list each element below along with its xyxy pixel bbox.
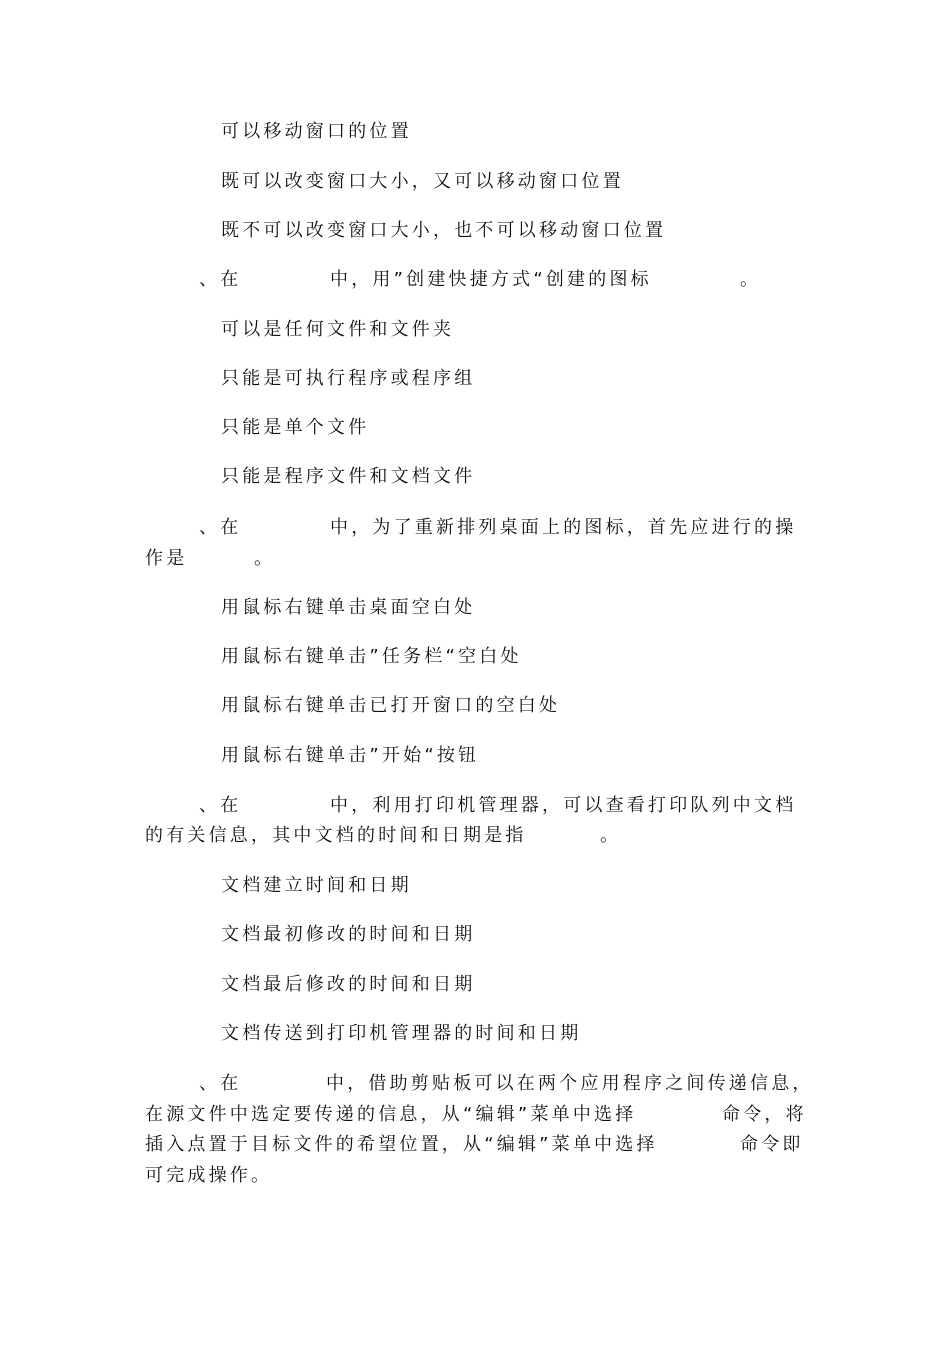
option-text: 文档最后修改的时间和日期 bbox=[221, 974, 476, 995]
question-line-start: 在源文件中选定要传递的信息，从“编辑”菜单中选择 bbox=[145, 1104, 637, 1125]
option-text: 用鼠标右键单击已打开窗口的空白处 bbox=[221, 695, 561, 716]
question-line-start: 作是 bbox=[145, 548, 188, 569]
option-text: 用鼠标右键单击”开始“按钮 bbox=[221, 745, 480, 766]
option-text: 既可以改变窗口大小，又可以移动窗口位置 bbox=[221, 171, 624, 192]
question-printer bbox=[0, 795, 950, 817]
question-clipboard-line3 bbox=[0, 1134, 950, 1156]
question-printer-line2 bbox=[0, 825, 950, 847]
question-clipboard-line2 bbox=[0, 1104, 950, 1126]
option-text: 既不可以改变窗口大小，也不可以移动窗口位置 bbox=[221, 220, 667, 241]
option-text: 只能是程序文件和文档文件 bbox=[221, 466, 476, 487]
question-arrange-line2 bbox=[0, 548, 950, 570]
question-line-start: 的有关信息，其中文档的时间和日期是指 bbox=[145, 825, 527, 846]
option-text: 可以是任何文件和文件夹 bbox=[221, 319, 455, 340]
option-text: 文档最初修改的时间和日期 bbox=[221, 924, 476, 945]
question-stem: 中，借助剪贴板可以在两个应用程序之间传递信息， bbox=[326, 1073, 814, 1094]
question-lead: 、在 bbox=[199, 269, 242, 290]
question-stem: 中，用”创建快捷方式“创建的图标 bbox=[330, 269, 652, 290]
question-stem: 中，为了重新排列桌面上的图标，首先应进行的操 bbox=[330, 517, 797, 538]
question-end: 。 bbox=[600, 825, 622, 846]
option-text: 可以移动窗口的位置 bbox=[221, 121, 412, 142]
question-end: 。 bbox=[254, 548, 276, 569]
question-lead: 、在 bbox=[199, 1073, 242, 1094]
question-line-start: 插入点置于目标文件的希望位置，从“编辑”菜单中选择 bbox=[145, 1134, 658, 1155]
option-text: 文档传送到打印机管理器的时间和日期 bbox=[221, 1023, 582, 1044]
question-shortcut bbox=[0, 269, 950, 291]
option-text: 用鼠标右键单击”任务栏“空白处 bbox=[221, 646, 522, 667]
question-clipboard bbox=[0, 1073, 950, 1095]
option-text: 只能是单个文件 bbox=[221, 417, 370, 438]
question-clipboard-line4: 可完成操作。 bbox=[145, 1165, 273, 1186]
question-arrange bbox=[0, 517, 950, 539]
option-text: 用鼠标右键单击桌面空白处 bbox=[221, 597, 476, 618]
question-lead: 、在 bbox=[199, 795, 242, 816]
question-stem: 中，利用打印机管理器，可以查看打印队列中文档 bbox=[330, 795, 797, 816]
option-text: 文档建立时间和日期 bbox=[221, 875, 412, 896]
question-lead: 、在 bbox=[199, 517, 242, 538]
question-line-end: 命令即 bbox=[740, 1134, 804, 1155]
question-end: 。 bbox=[740, 269, 762, 290]
question-line-end: 命令，将 bbox=[722, 1104, 807, 1125]
option-text: 只能是可执行程序或程序组 bbox=[221, 368, 476, 389]
